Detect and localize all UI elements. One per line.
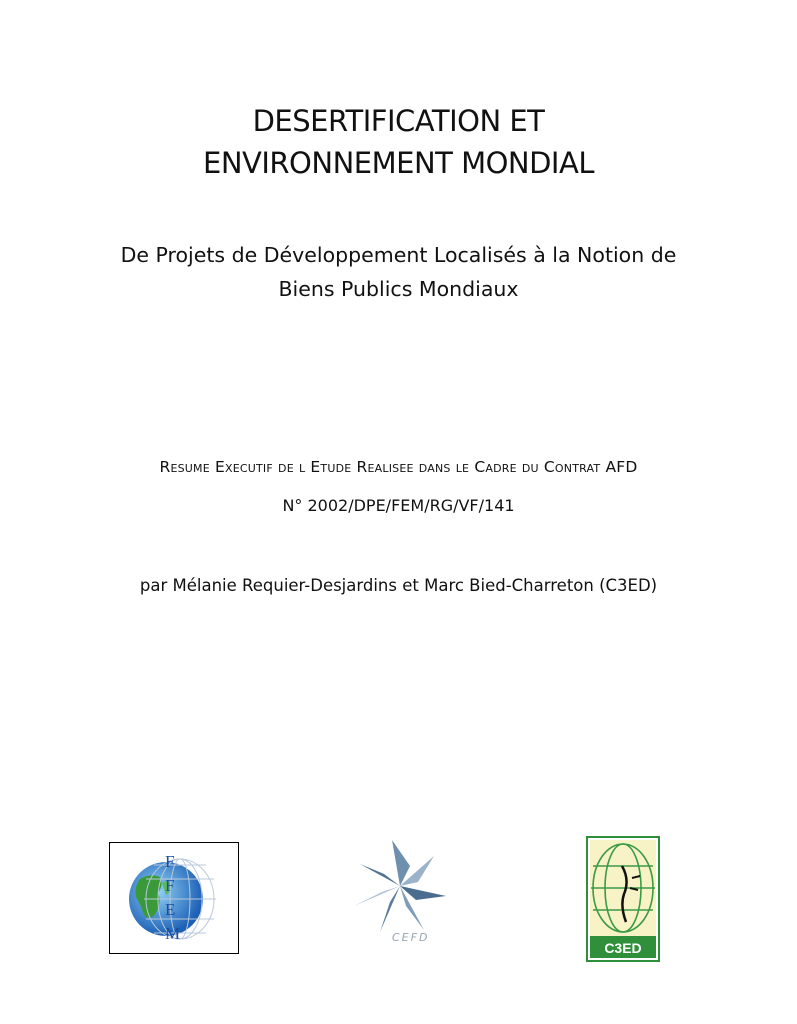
c3ed-emblem-icon bbox=[586, 836, 660, 962]
subtitle-line-1: De Projets de Développement Localisés à la Notion de bbox=[120, 243, 677, 267]
authors-line: par Mélanie Requier-Desjardins et Marc Bied-Charreton (C3ED) bbox=[139, 576, 658, 595]
ffem-letter-m: M bbox=[165, 924, 181, 943]
subtitle-line-2: Biens Publics Mondiaux bbox=[278, 277, 519, 301]
ffem-logo bbox=[109, 842, 239, 954]
cefd-logo bbox=[348, 836, 472, 948]
contract-number: N° 2002/DPE/FEM/RG/VF/141 bbox=[282, 496, 515, 515]
executive-summary-heading: Resume Executif de l Etude Realisee dans le Cadre du Contrat AFD bbox=[159, 458, 638, 476]
document-title bbox=[0, 100, 797, 184]
ffem-letter-f2: F bbox=[165, 876, 175, 895]
ffem-letter-e: E bbox=[165, 900, 176, 919]
cefd-logo-text: CEFD bbox=[392, 931, 430, 944]
c3ed-logo bbox=[586, 836, 660, 962]
document-subtitle bbox=[0, 238, 797, 306]
ffem-letter-f1: F bbox=[165, 852, 175, 871]
ffem-globe-icon bbox=[110, 843, 238, 953]
title-line-1: DESERTIFICATION ET bbox=[252, 104, 545, 138]
title-line-2: ENVIRONNEMENT MONDIAL bbox=[203, 146, 594, 180]
c3ed-logo-text: C3ED bbox=[604, 940, 642, 956]
